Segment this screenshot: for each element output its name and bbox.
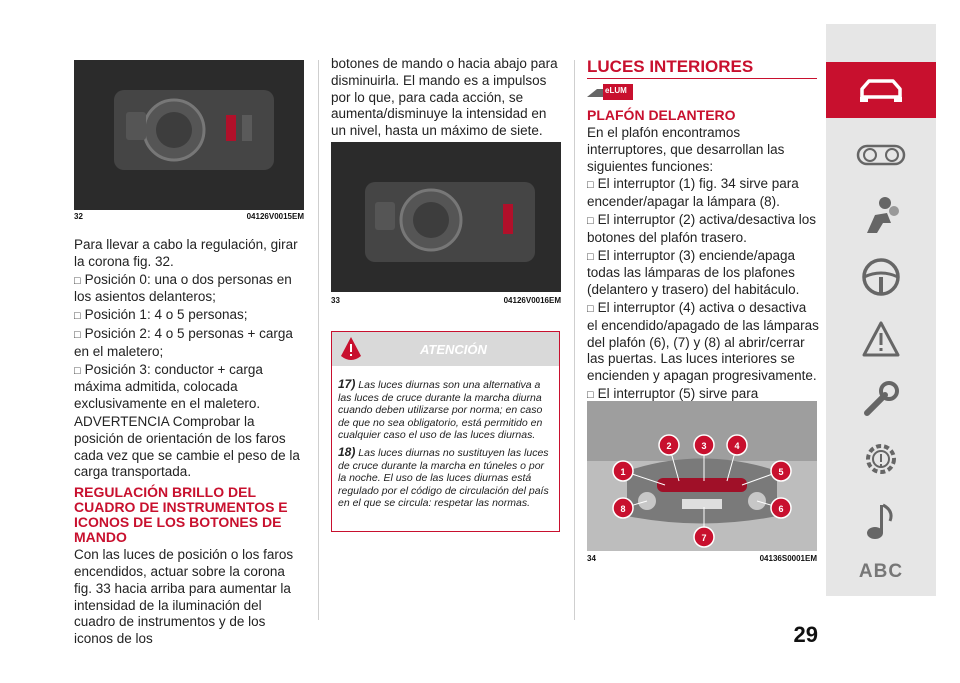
svg-text:7: 7 [701,533,707,543]
sidebar-item-driving[interactable] [826,246,936,308]
list-item: □ El interruptor (4) activa o desactiva el encendido/apagado de las lámparas del plafón (6), (7) y (8) al abrir/cerrar las puertas. Las luces interiores se encienden y apagan progresivamente. [587,300,819,385]
ceiling-light-illustration [587,401,817,551]
sidebar-item-dashboard[interactable] [826,124,936,186]
svg-text:1: 1 [620,467,626,477]
column-divider [318,60,319,620]
figure-code: 04136S0001EM [759,554,817,563]
column-3-text [587,108,819,422]
sidebar-item-safety[interactable] [826,184,936,246]
sidebar-item-technical[interactable] [826,428,936,490]
headlight-switch-illustration [74,60,304,210]
title-underline [587,78,817,79]
figure-number: 34 [587,554,596,563]
list-item: □ Posición 3: conductor + carga máxima admitida, colocada exclusivamente en el maletero. [74,362,306,413]
callout-8 [613,498,633,518]
page-number: 29 [793,622,818,647]
svg-text:3: 3 [701,441,707,451]
intro-paragraph: En el plafón encontramos interruptores, que desarrollan las siguientes funciones: [587,125,785,174]
figure-32-photo [74,60,304,210]
callout-4 [727,435,747,455]
sidebar-item-emergency[interactable] [826,308,936,370]
music-note-icon [864,501,898,541]
body-paragraph: Con las luces de posición o los faros encendidos, actuar sobre la corona fig. 33 hacia arriba para aumentar la intensidad de la iluminación del cuadro de instrumentos y de los iconos de los [74,547,294,647]
wrench-icon [861,379,901,419]
elum-label: eLUM [605,86,627,95]
figure-32-caption [74,212,304,221]
note-18 [338,446,553,510]
sidebar-item-car[interactable] [826,62,936,118]
car-icon [856,75,906,105]
svg-text:5: 5 [778,467,784,477]
subheading: PLAFÓN DELANTERO [587,107,736,123]
column-1-text [74,237,306,649]
warning-paragraph: ADVERTENCIA Comprobar la posición de orientación de los faros cada vez que se cambie el peso de la carga transportada. [74,413,300,480]
callout-2 [659,435,679,455]
column-2-text [331,56,561,141]
sidebar-item-maintenance[interactable] [826,368,936,430]
steering-wheel-icon [861,257,901,297]
callout-1 [613,461,633,481]
figure-33-caption [331,296,561,305]
callout-3 [694,435,714,455]
note-17 [338,378,553,442]
svg-text:6: 6 [778,504,784,514]
attention-title: ATENCIÓN [420,341,487,357]
svg-text:8: 8 [620,504,626,514]
figure-code: 04126V0016EM [503,296,561,305]
sidebar-item-index[interactable] [826,552,936,592]
svg-text:2: 2 [666,441,672,451]
note-number: 17) [338,377,356,391]
sidebar-item-multimedia[interactable] [826,490,936,552]
chapter-sidebar [826,24,936,596]
dashboard-icon [856,143,906,167]
attention-box [331,331,560,532]
dimmer-switch-illustration [331,142,561,292]
airbag-person-icon [861,195,901,235]
page-section-title: LUCES INTERIORES [587,57,754,76]
intro-paragraph: Para llevar a cabo la regulación, girar la corona fig. 32. [74,237,298,269]
warning-drop-icon [340,336,362,362]
column-divider [574,60,575,620]
note-number: 18) [338,444,356,459]
callout-5 [771,461,791,481]
elum-badge [587,83,633,101]
body-paragraph-cont: botones de mando o hacia abajo para disminuirla. El mando es a impulsos por lo que, para cada acción, se aumenta/disminuye la intensidad en un nivel, hasta un máximo de siete. [331,56,558,139]
svg-text:4: 4 [734,441,740,451]
list-item: □ El interruptor (5) sirve para [587,386,819,421]
section-heading: REGULACIÓN BRILLO DEL CUADRO DE INSTRUMENTOS E ICONOS DE LOS BOTONES DE MANDO [74,484,288,546]
figure-number: 32 [74,212,83,221]
callout-7 [694,527,714,547]
note-text: Las luces diurnas no sustituyen las luces de cruce durante la marcha en túneles o por la noche. El uso de las luces diurnas está regulado por el código de circulación del país en el que se circula: respetar las normas. [338,446,549,510]
attention-header [332,332,559,366]
list-item: □ Posición 2: 4 o 5 personas + carga en el maletero; [74,326,306,361]
figure-34-photo [587,401,817,551]
figure-code: 04126V0015EM [246,212,304,221]
warning-triangle-icon [861,320,901,358]
list-item: □ El interruptor (3) enciende/apaga todas las lámparas de los plafones (delantero y trasero) del habitáculo. [587,248,819,299]
list-item: □ El interruptor (1) fig. 34 sirve para encender/apagar la lámpara (8). [587,176,819,211]
figure-33-photo [331,142,561,292]
figure-number: 33 [331,296,340,305]
settings-gear-icon [861,439,901,479]
callout-6 [771,498,791,518]
list-item: □ Posición 0: una o dos personas en los asientos delanteros; [74,272,306,307]
section-title [587,57,817,79]
abc-index-icon: ABC [858,561,904,582]
list-item: □ El interruptor (2) activa/desactiva los botones del plafón trasero. [587,212,819,247]
figure-34-caption [587,554,817,563]
note-text: Las luces diurnas son una alternativa a las luces de cruce durante la marcha diurna cuando deben utilizarse por norma; en caso de que no sea obligatorio, está permitido en cualquier caso el uso de las luces diurnas. [338,379,543,442]
list-item: □ Posición 1: 4 o 5 personas; [74,307,306,325]
